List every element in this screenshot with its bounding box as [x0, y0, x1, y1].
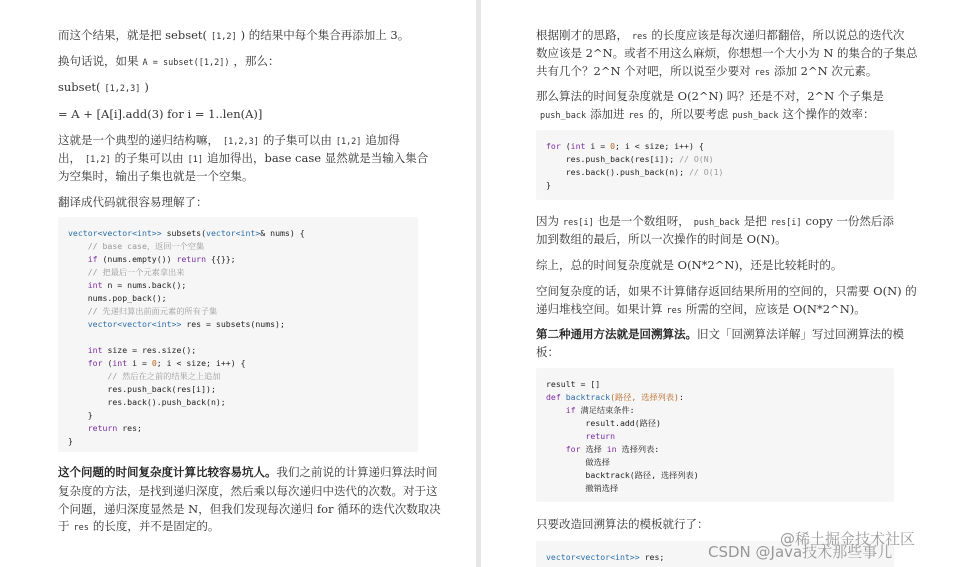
paragraph-line: 翻译成代码就很容易理解了：	[58, 195, 208, 209]
code-text: vector<int>	[206, 228, 261, 238]
inline-code: push_back	[693, 218, 740, 228]
code-line: 撤销选择	[546, 483, 619, 493]
text: 所需的空间，应该是 O(N*2^N)。	[685, 302, 866, 316]
paragraph-line: 个问题，递归深度显然是 N，但我们发现每次递归 for 循环的迭代次数取决	[58, 502, 441, 516]
text: 于	[58, 519, 70, 533]
text: 我们之前说的计算递归算法时间	[276, 465, 438, 479]
text: copy 一份然后添	[805, 214, 894, 228]
inline-code: [1,2]	[85, 155, 111, 165]
inline-code: res	[754, 68, 771, 78]
code-line: res.back().push_back(n);	[68, 397, 226, 407]
code-comment: // 然后在之前的结果之上追加	[68, 371, 221, 381]
text: )	[144, 80, 149, 94]
code-line: }	[68, 410, 93, 420]
inline-code: [1]	[187, 155, 203, 165]
paragraph-line: 加到数组的最后，所以一次操作的时间是 O(N)。	[536, 232, 787, 246]
inline-code: A = subset([1,2])	[142, 58, 230, 68]
text: 的长度，并不是固定的。	[92, 519, 220, 533]
code-line: 做选择	[546, 457, 610, 467]
watermark: CSDN @Java技术那些事儿	[708, 543, 893, 561]
inline-code: push_back	[540, 111, 587, 121]
text: 因为	[536, 214, 559, 228]
watermark: @稀土掘金技术社区	[780, 530, 916, 548]
code-line: vector<vector<int>> res;	[546, 552, 665, 562]
code-line: vector<vector<int>> subsets(vector<int>& nums) {	[68, 228, 305, 238]
code-line: result.add(路径)	[546, 418, 661, 428]
code-line: }	[68, 436, 73, 446]
paragraph-line	[536, 325, 904, 344]
paragraph-line: 为空集时，输出子集也就是一个空集。	[58, 169, 254, 183]
paragraph-line	[58, 26, 409, 47]
paragraph-line: 空间复杂度的话，如果不计算储存返回结果所用的空间的，只需要 O(N) 的	[536, 284, 917, 298]
code-text: if	[565, 405, 576, 415]
text: 追加得出，base case 显然就是当输入集合	[206, 151, 429, 165]
text: 根据刚才的思路，	[536, 28, 628, 42]
text: 这就是一个典型的递归结构嘛，	[58, 133, 219, 147]
code-text: int	[87, 280, 103, 290]
text: 共有几个？2^N 个对吧，所以说至少要对	[536, 64, 751, 78]
text: 的子集可以由	[262, 133, 332, 147]
text: 是把	[743, 214, 767, 228]
code-line: nums.pop_back();	[68, 293, 167, 303]
code-block	[58, 217, 418, 452]
code-block	[536, 368, 894, 502]
text: 这个操作的效率：	[782, 107, 875, 121]
code-text: return	[176, 254, 207, 264]
code-text: in	[606, 444, 617, 454]
inline-code: res	[73, 523, 89, 533]
code-text: // O(N)	[679, 154, 714, 164]
text: 的子集可以由	[114, 151, 184, 165]
code-line: int n = nums.back();	[87, 280, 187, 290]
inline-code: [1,2]	[335, 137, 362, 147]
text: 添加 2^N 次元素。	[774, 64, 878, 78]
code-text: vector<vector<int>>	[68, 228, 162, 238]
inline-code: [1,2]	[211, 32, 237, 42]
code-line: backtrack(路径, 选择列表)	[546, 470, 699, 480]
code-text: vector<vector<int>>	[546, 552, 640, 562]
inline-code: res	[628, 111, 644, 121]
inline-code: res[i]	[770, 218, 802, 228]
code-text: int	[87, 345, 103, 355]
paragraph-line	[536, 62, 877, 83]
code-line: }	[546, 180, 551, 190]
code-comment: // 先递归算出前面元素的所有子集	[68, 306, 218, 316]
text: 出，	[58, 151, 81, 165]
inline-code: res	[666, 306, 682, 316]
code-text: (路径, 选择列表)	[610, 392, 679, 402]
code-line: res.push_back(res[i]);	[68, 384, 216, 394]
paragraph-line	[58, 517, 219, 538]
text: ，那么：	[233, 54, 280, 68]
paragraph-line	[536, 300, 866, 321]
code-text: def	[546, 392, 561, 402]
code-line: res.push_back(res[i]); // O(N)	[546, 154, 714, 164]
inline-code: res	[632, 32, 648, 42]
code-text: int	[112, 358, 128, 368]
code-text: if	[87, 254, 98, 264]
text: 也是一个数组呀，	[597, 214, 690, 228]
code-line: int size = res.size();	[87, 345, 197, 355]
paragraph-line	[58, 78, 149, 99]
paragraph-line: 复杂度的方法，是找到递归深度，然后乘以每次递归中迭代的次数。对于这	[58, 484, 438, 498]
text: 追加得	[365, 133, 400, 147]
code-text: int	[570, 141, 586, 151]
code-text: for	[565, 444, 581, 454]
code-text: 0	[610, 141, 616, 151]
code-text: return	[87, 423, 118, 433]
right-page	[481, 0, 954, 567]
code-line: vector<vector<int>> res = subsets(nums);	[87, 319, 285, 329]
text: 而这个结果，就是把 sebset(	[58, 28, 208, 42]
formula-line: = A + [A[i].add(3) for i = 1..len(A)]	[58, 107, 263, 121]
code-line: if 满足结束条件:	[565, 405, 635, 415]
paragraph-line: 综上，总的时间复杂度就是 O(N*2^N)，还是比较耗时的。	[536, 258, 843, 272]
code-line: res.back().push_back(n); // O(1)	[546, 167, 724, 177]
inline-code: push_back	[732, 111, 779, 121]
code-text: vector<vector<int>>	[87, 319, 182, 329]
text: 递归堆栈空间。如果计算	[536, 302, 663, 316]
paragraph-line	[536, 105, 874, 126]
code-line: def backtrack(路径, 选择列表):	[546, 392, 684, 402]
paragraph-line: 数应该是 2^N。或者不用这么麻烦，你想想一个大小为 N 的集合的子集总	[536, 46, 918, 60]
code-line: for (int i = 0; i < size; i++) {	[87, 358, 246, 368]
code-block	[536, 130, 894, 200]
paragraph-line: 那么算法的时间复杂度就是 O(2^N) 吗？还是不对，2^N 个子集是	[536, 89, 884, 103]
text: ) 的结果中每个集合再添加上 3。	[240, 28, 410, 42]
left-page	[0, 0, 476, 567]
text: 添加进	[590, 107, 625, 121]
text: 的，所以要考虑	[647, 107, 729, 121]
bold-text: 第二种通用方法就是回溯算法。	[536, 327, 697, 341]
paragraph-line	[58, 463, 438, 482]
code-comment: // base case，返回一个空集	[68, 241, 205, 251]
bold-text: 这个问题的时间复杂度计算比较容易坑人。	[58, 465, 277, 479]
code-text: // O(1)	[688, 167, 724, 177]
code-text: for	[546, 141, 561, 151]
code-text: 0	[151, 358, 157, 368]
text: 旧文「回溯算法详解」写过回溯算法的模	[697, 327, 904, 341]
text: subset(	[58, 80, 101, 94]
code-comment: // 把最后一个元素拿出来	[68, 267, 185, 277]
inline-code: [1,2,3]	[104, 84, 141, 94]
code-text: backtrack	[565, 392, 611, 402]
text: 换句话说，如果	[58, 54, 139, 68]
code-text: for	[87, 358, 103, 368]
code-line	[546, 430, 615, 443]
code-line: for 选择 in 选择列表:	[565, 444, 660, 454]
text: 的长度应该是每次递归都翻倍，所以说总的迭代次	[651, 28, 905, 42]
code-line: for (int i = 0; i < size; i++) {	[546, 141, 704, 151]
code-line: return res;	[87, 423, 142, 433]
inline-code: [1,2,3]	[223, 137, 259, 147]
code-line: result = []	[546, 379, 601, 389]
paragraph-line: 只要改造回溯算法的模板就行了：	[536, 517, 709, 531]
paragraph-line: 板：	[536, 345, 559, 359]
paragraph-line	[58, 52, 280, 73]
code-line: if (nums.empty()) return {{}};	[87, 254, 236, 264]
code-text: return	[585, 431, 616, 441]
inline-code: res[i]	[563, 218, 594, 228]
